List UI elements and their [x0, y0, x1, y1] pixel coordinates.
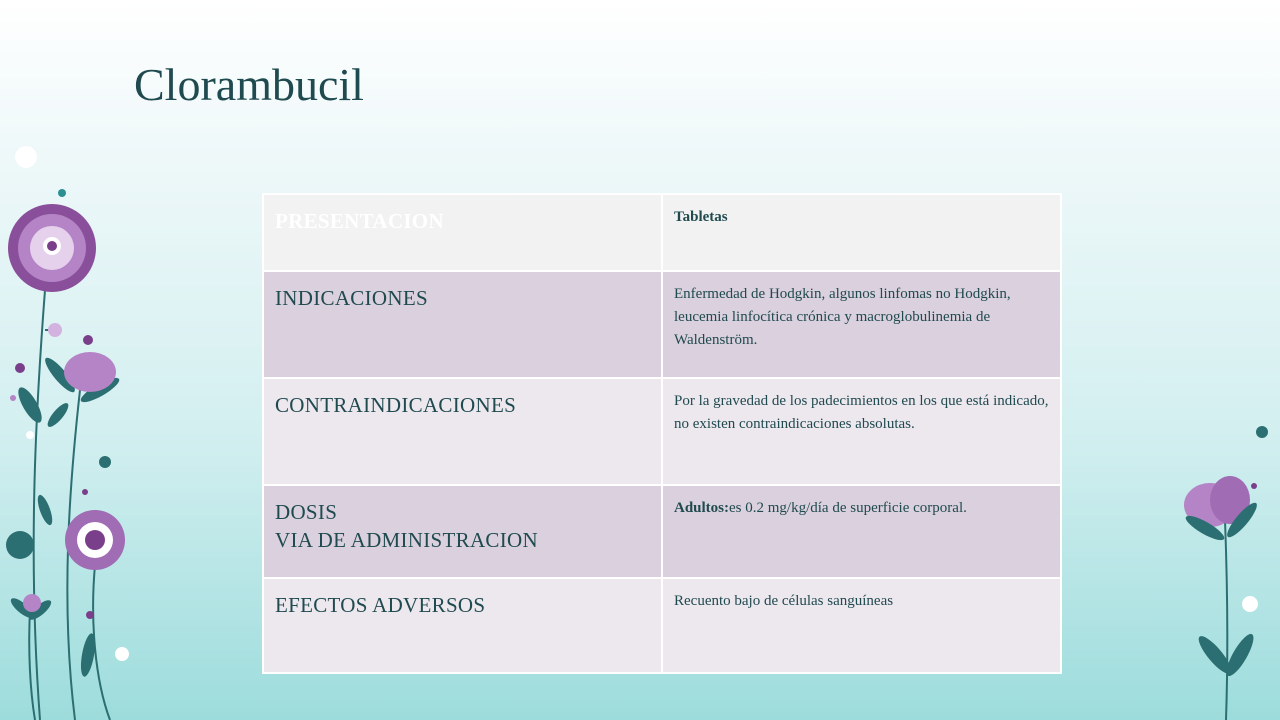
row-value-cell	[662, 194, 1061, 271]
row-label-cell	[263, 194, 662, 271]
row-value-cell	[662, 271, 1061, 378]
table-row	[263, 578, 1061, 673]
slide-title: Clorambucil	[134, 59, 364, 110]
table-row	[263, 271, 1061, 378]
row-value-cell	[662, 578, 1061, 673]
row-value-rest: es 0.2 mg/kg/día de superficie corporal.	[729, 500, 967, 516]
row-label-cell	[263, 378, 662, 485]
row-value	[674, 497, 1050, 520]
row-value: Por la gravedad de los padecimientos en los que está indicado, no existen contraindicaciones absolutas.	[674, 393, 1049, 432]
row-value-bold: Adultos:	[674, 500, 730, 516]
drug-info-table	[262, 193, 1062, 674]
left-flower-decoration	[0, 0, 140, 720]
row-label-cell	[263, 485, 662, 578]
row-value-cell	[662, 378, 1061, 485]
row-value: Enfermedad de Hodgkin, algunos linfomas no Hodgkin, leucemia linfocítica crónica y macroglobulinemia de Waldenström.	[674, 286, 1011, 348]
row-label-line2: VIA DE ADMINISTRACION	[275, 528, 538, 552]
row-label: CONTRAINDICACIONES	[275, 393, 517, 417]
row-label: INDICACIONES	[275, 286, 428, 310]
table-row	[263, 194, 1061, 271]
row-label: PRESENTACION	[275, 209, 444, 233]
row-value-cell	[662, 485, 1061, 578]
table-row	[263, 378, 1061, 485]
row-value: Recuento bajo de células sanguíneas	[674, 593, 894, 609]
row-label-line1: DOSIS	[275, 500, 338, 524]
row-value: Tabletas	[674, 209, 728, 225]
row-label: EFECTOS ADVERSOS	[275, 593, 486, 617]
table-row	[263, 485, 1061, 578]
row-label-cell	[263, 271, 662, 378]
row-label-cell	[263, 578, 662, 673]
